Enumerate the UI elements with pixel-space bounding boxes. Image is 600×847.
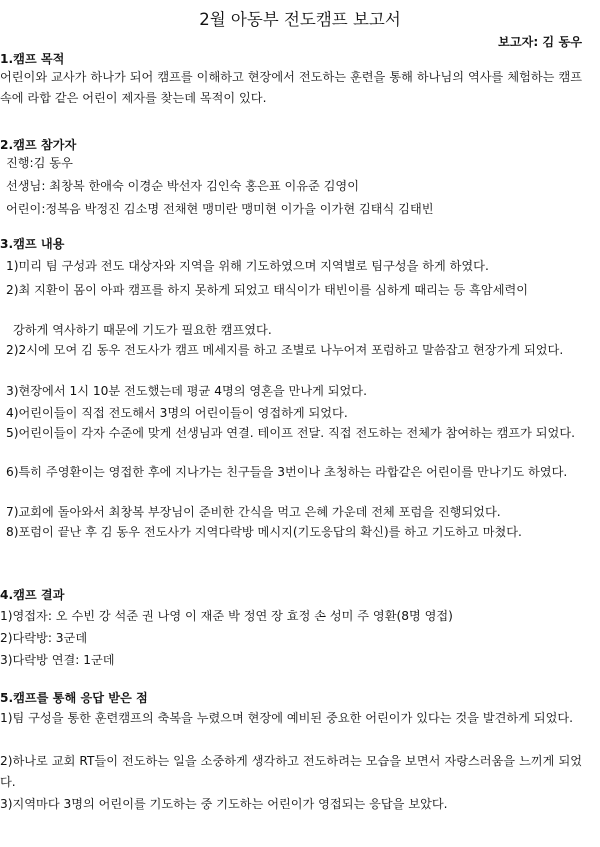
section-3-item: 7)교회에 돌아와서 최창복 부장님이 준비한 간식을 먹고 은혜 가운데 전체 포럼을 진행되었다. (6, 505, 501, 519)
section-2-heading: 2.캠프 참가자 (0, 138, 77, 152)
section-2-teachers: 선생님: 최창복 한애숙 이경순 박선자 김인숙 홍은표 이유준 김영이 (6, 179, 359, 193)
section-4-heading: 4.캠프 결과 (0, 588, 65, 602)
section-3-item: 3)현장에서 1시 10분 전도했는데 평균 4명의 영혼을 만나게 되었다. (6, 384, 367, 398)
section-4-item: 3)다락방 연결: 1군데 (0, 653, 115, 667)
section-3-item: 1)미리 팀 구성과 전도 대상자와 지역을 위해 기도하였으며 지역별로 팀구성을 하게 하였다. (6, 259, 489, 273)
section-3-item: 6)특히 주영환이는 영접한 후에 지나가는 친구들을 3번이나 초청하는 라합같은 어린이를 만나기도 하였다. (6, 465, 568, 479)
section-1-body: 어린이와 교사가 하나가 되어 캠프를 이해하고 현장에서 전도하는 훈련을 통해 하나님의 역사를 체험하는 캠프 속에 라합 같은 어린이 제자를 찾는데 목적이 있다. (0, 70, 582, 105)
section-3-item: 4)어린이들이 직접 전도해서 3명의 어린이들이 영접하게 되었다. (6, 406, 348, 420)
section-3-item: 2)최 지환이 몸이 아파 캠프를 하지 못하게 되었고 태식이가 태빈이를 심하게 때리는 등 흑암세력이 (6, 283, 529, 297)
section-2-lead: 진행:김 동우 (6, 156, 73, 170)
section-5-heading: 5.캠프를 통해 응답 받은 점 (0, 691, 148, 705)
section-5-item: 3)지역마다 3명의 어린이를 기도하는 중 기도하는 어린이가 영접되는 응답을 보았다. (0, 797, 448, 811)
section-4-item: 2)다락방: 3군데 (0, 631, 88, 645)
section-3-item-continued: 강하게 역사하기 때문에 기도가 필요한 캠프였다. (13, 323, 272, 337)
section-3-heading: 3.캠프 내용 (0, 237, 65, 251)
section-1-heading: 1.캠프 목적 (0, 52, 65, 66)
section-3-item: 2)2시에 모여 김 동우 전도사가 캠프 메세지를 하고 조별로 나누어져 포럼하고 말씀잡고 현장가게 되었다. (6, 343, 564, 357)
section-3-item: 8)포럼이 끝난 후 김 동우 전도사가 지역다락방 메시지(기도응답의 확신)를 하고 기도하고 마쳤다. (6, 525, 522, 539)
document-title: 2월 아동부 전도캠프 보고서 (199, 10, 401, 29)
section-3-item: 5)어린이들이 각자 수준에 맞게 선생님과 연결. 테이프 전달. 직접 전도하는 전체가 참여하는 캠프가 되었다. (6, 426, 575, 440)
section-2-children: 어린이:정복음 박정진 김소명 전채현 맹미란 맹미현 이가을 이가현 김태식 김태빈 (6, 202, 434, 216)
section-4-item: 1)영접자: 오 수빈 강 석준 권 나영 이 재준 박 정연 장 효정 손 성미 주 영환(8명 영접) (0, 609, 453, 623)
section-5-item: 2)하나로 교회 RT들이 전도하는 일을 소중하게 생각하고 전도하려는 모습을 보면서 자랑스러움을 느끼게 되었다. (0, 754, 582, 789)
reporter-line: 보고자: 김 동우 (498, 35, 582, 49)
section-5-item: 1)팀 구성을 통한 훈련캠프의 축복을 누렸으며 현장에 예비된 중요한 어린이가 있다는 것을 발견하게 되었다. (0, 711, 573, 725)
